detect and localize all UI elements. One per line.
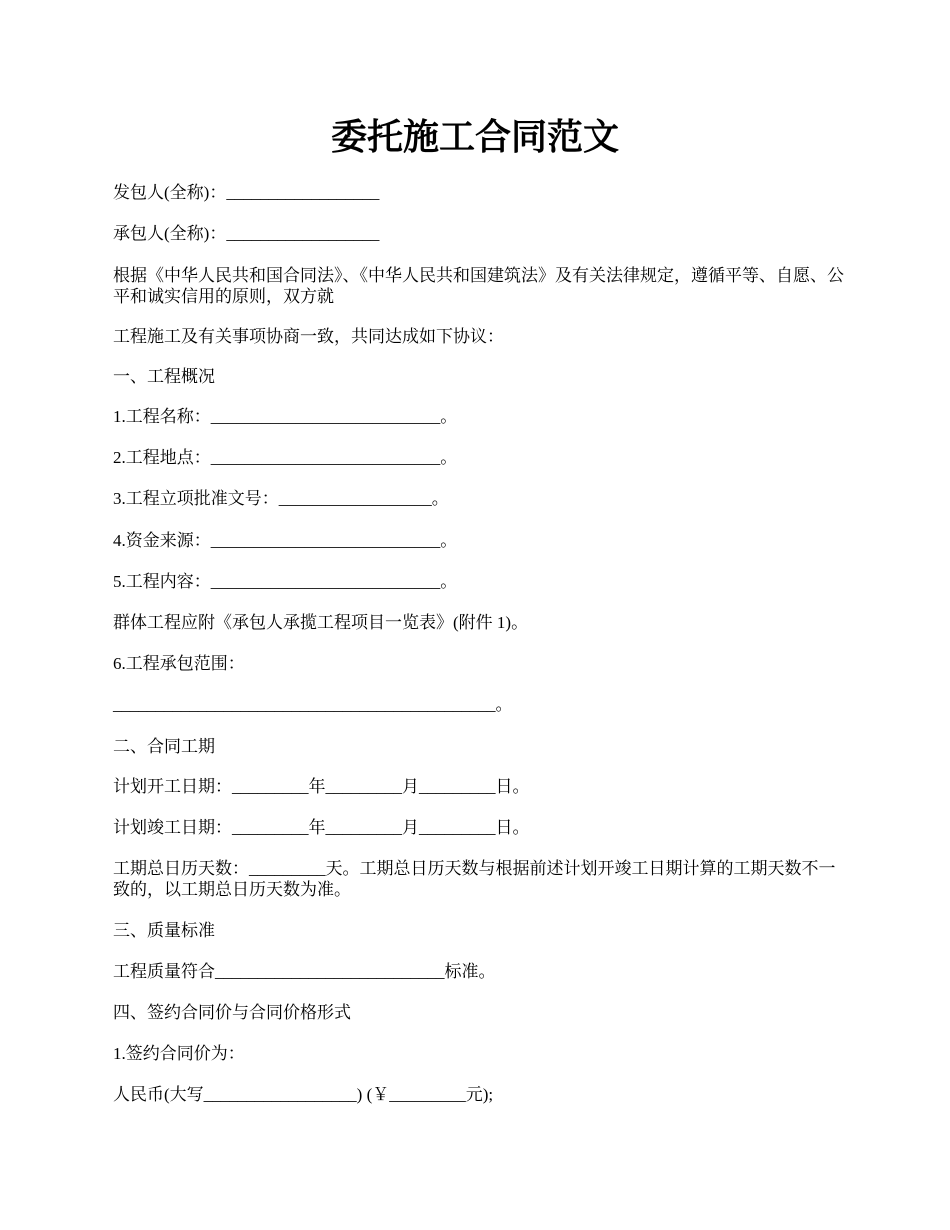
section-heading-quality: 三、质量标准 xyxy=(113,921,215,940)
clause-total-days: 工期总日历天数：_________天。工期总日历天数与根据前述计划开竣工日期计算的工期天数不一致的，以工期总日历天数为准。 xyxy=(113,859,836,899)
clause-funding-source: 4.资金来源：___________________________。 xyxy=(113,531,458,550)
clause-contractor: 承包人(全称)：__________________ xyxy=(113,224,380,243)
clause-quality-standard: 工程质量符合___________________________标准。 xyxy=(113,962,496,981)
section-heading-overview: 一、工程概况 xyxy=(113,367,215,386)
clause-scope: 6.工程承包范围： xyxy=(113,654,245,673)
clause-approval-number: 3.工程立项批准文号：__________________。 xyxy=(113,489,449,508)
clause-start-date: 计划开工日期：_________年_________月_________日。 xyxy=(113,777,530,796)
clause-agreement: 工程施工及有关事项协商一致，共同达成如下协议： xyxy=(113,327,504,346)
section-heading-period: 二、合同工期 xyxy=(113,737,215,756)
clause-scope-blank: _____________________________________________。 xyxy=(113,695,513,714)
clause-employer: 发包人(全称)：__________________ xyxy=(113,183,380,202)
section-heading-price: 四、签约合同价与合同价格形式 xyxy=(113,1003,351,1022)
clause-preamble: 根据《中华人民共和国合同法》、《中华人民共和国建筑法》及有关法律规定，遵循平等、自愿、公平和诚实信用的原则，双方就 xyxy=(113,266,844,306)
clause-completion-date: 计划竣工日期：_________年_________月_________日。 xyxy=(113,818,530,837)
clause-rmb-amount: 人民币(大写__________________) (￥_________元); xyxy=(113,1085,494,1104)
clause-project-content: 5.工程内容：___________________________。 xyxy=(113,572,458,591)
clause-contract-price: 1.签约合同价为： xyxy=(113,1044,245,1063)
clause-group-project: 群体工程应附《承包人承揽工程项目一览表》(附件 1)。 xyxy=(113,613,529,632)
clause-project-location: 2.工程地点：___________________________。 xyxy=(113,448,458,467)
clause-project-name: 1.工程名称：___________________________。 xyxy=(113,407,458,426)
document-title: 委托施工合同范文 xyxy=(330,117,619,157)
